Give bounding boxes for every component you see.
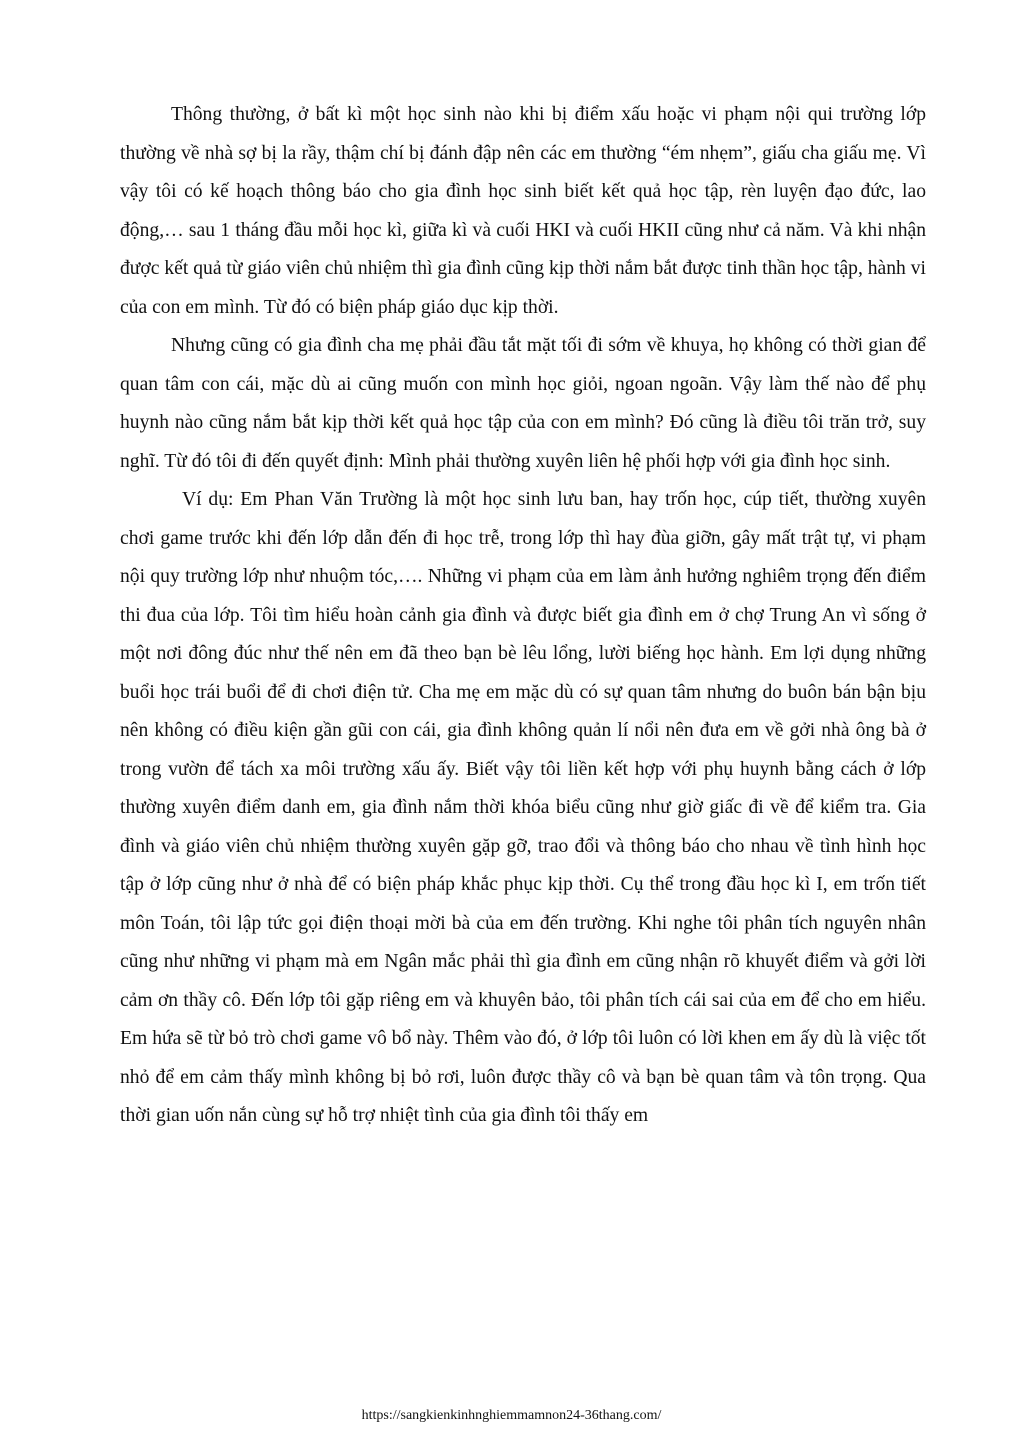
footer-url: https://sangkienkinhnghiemmamnon24-36thang.com/ [361,1408,662,1423]
document-body [120,96,926,1136]
paragraph-example-student: Ví dụ: Em Phan Văn Trường là một học sinh lưu ban, hay trốn học, cúp tiết, thường xuyên chơi game trước khi đến lớp dẫn đến đi học trễ, trong lớp thì hay đùa giỡn, gây mất trật tự, vi phạm nội quy trường lớp như nhuộm tóc,…. Những vi phạm của em làm ảnh hưởng nghiêm trọng đến điểm thi đua của lớp. Tôi tìm hiểu hoàn cảnh gia đình và được biết gia đình em ở chợ Trung An vì sống ở một nơi đông đúc như thế nên em đã theo bạn bè lêu lổng, lười biếng học hành. Em lợi dụng những buổi học trái buổi để đi chơi điện tử. Cha mẹ em mặc dù có sự quan tâm nhưng do buôn bán bận bịu nên không có điều kiện gần gũi con cái, gia đình không quản lí nổi nên đưa em về gởi nhà ông bà ở trong vườn để tách xa môi trường xấu ấy. Biết vậy tôi liền kết hợp với phụ huynh bằng cách ở lớp thường xuyên điểm danh em, gia đình nắm thời khóa biểu cũng như giờ giấc đi về để kiểm tra. Gia đình và giáo viên chủ nhiệm thường xuyên gặp gỡ, trao đổi và thông báo cho nhau về tình hình học tập ở lớp cũng như ở nhà để có biện pháp khắc phục kịp thời. Cụ thể trong đầu học kì I, em trốn tiết môn Toán, tôi lập tức gọi điện thoại mời bà của em đến trường. Khi nghe tôi phân tích nguyên nhân cũng như những vi phạm mà em Ngân mắc phải thì gia đình em cũng nhận rõ khuyết điểm và gởi lời cảm ơn thầy cô. Đến lớp tôi gặp riêng em và khuyên bảo, tôi phân tích cái sai của em để cho em hiểu. Em hứa sẽ từ bỏ trò chơi game vô bổ này. Thêm vào đó, ở lớp tôi luôn có lời khen em ấy dù là việc tốt nhỏ để em cảm thấy mình không bị bỏ rơi, luôn được thầy cô và bạn bè quan tâm và tôn trọng. Qua thời gian uốn nắn cùng sự hỗ trợ nhiệt tình của gia đình tôi thấy em [120,489,926,1126]
paragraph-busy-parents: Nhưng cũng có gia đình cha mẹ phải đầu tắt mặt tối đi sớm về khuya, họ không có thời gian để quan tâm con cái, mặc dù ai cũng muốn con mình học giỏi, ngoan ngoãn. Vậy làm thế nào để phụ huynh nào cũng nắm bắt kịp thời kết quả học tập của con em mình? Đó cũng là điều tôi trăn trở, suy nghĩ. Từ đó tôi đi đến quyết định: Mình phải thường xuyên liên hệ phối hợp với gia đình học sinh. [120,335,926,472]
paragraph-report-results: Thông thường, ở bất kì một học sinh nào khi bị điểm xấu hoặc vi phạm nội qui trường lớp thường về nhà sợ bị la rầy, thậm chí bị đánh đập nên các em thường “ém nhẹm”, giấu cha giấu mẹ. Vì vậy tôi có kế hoạch thông báo cho gia đình học sinh biết kết quả học tập, rèn luyện đạo đức, lao động,… sau 1 tháng đầu mỗi học kì, giữa kì và cuối HKI và cuối HKII cũng như cả năm. Và khi nhận được kết quả từ giáo viên chủ nhiệm thì gia đình cũng kịp thời nắm bắt được tinh thần học tập, hành vi của con em mình. Từ đó có biện pháp giáo dục kịp thời. [120,104,926,318]
